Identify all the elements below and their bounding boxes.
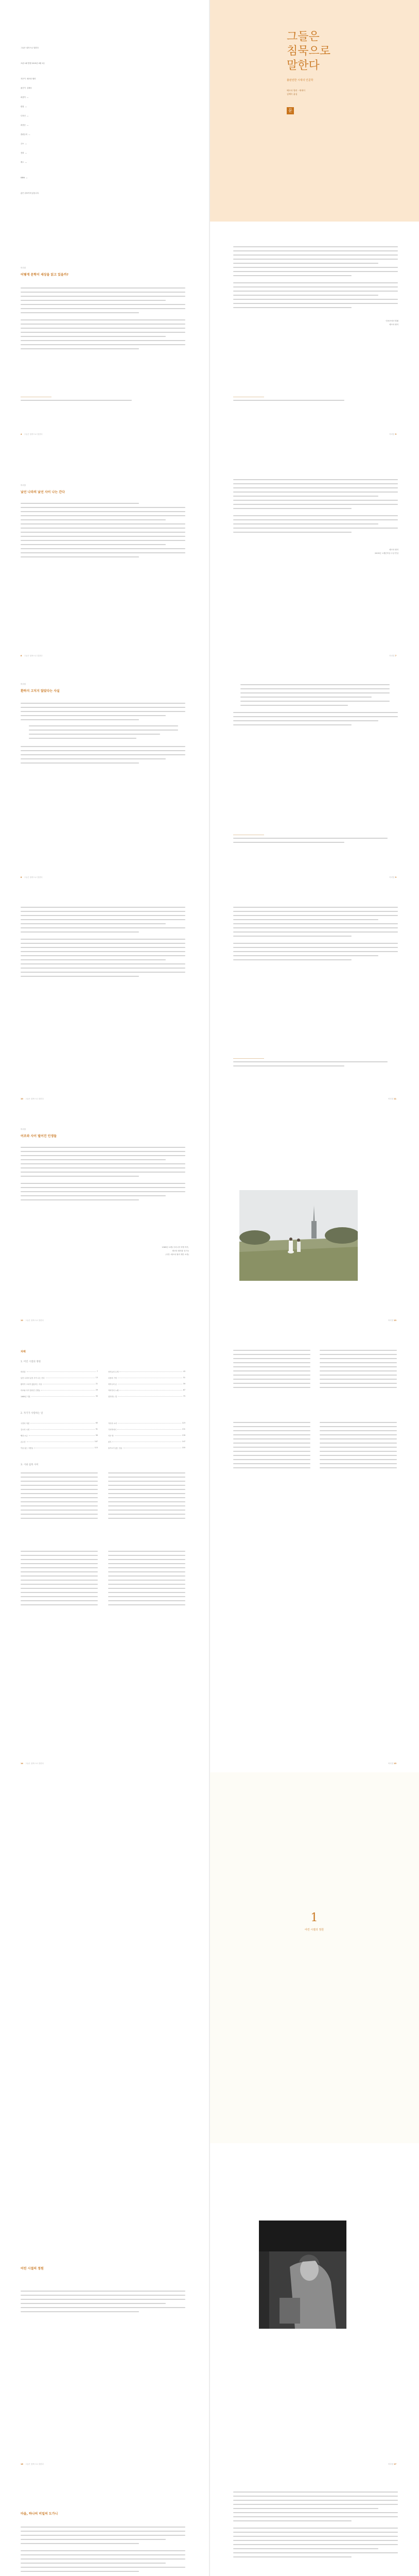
colophon-line: 전화 —	[21, 152, 27, 154]
page-right	[210, 886, 419, 1108]
running-head: 그들은 침묵으로 말한다	[24, 876, 43, 878]
section-kicker: 머리말	[21, 683, 26, 685]
body-text	[21, 503, 185, 561]
running-head: 머리말	[388, 1098, 393, 1100]
colophon-text	[21, 40, 113, 201]
page-footer	[388, 1319, 398, 1322]
toc-item-title: 기차역에서	[108, 1429, 116, 1431]
toc-part: 2. 자기가 사랑하는 일	[21, 1412, 43, 1415]
toc-item-title: 편지	[108, 1441, 112, 1443]
cover-subtitle: 불완전한 시대의 인문학	[287, 79, 313, 82]
spread-toc	[0, 1329, 419, 1772]
gutter	[209, 2473, 210, 2576]
page-right	[210, 665, 419, 886]
page-number: 10	[21, 1098, 23, 1100]
page-number: 14	[21, 1762, 23, 1765]
toc-item[interactable]	[108, 1440, 185, 1443]
section-title: 환하지 고치지 않았다는 사실	[21, 689, 60, 693]
toc-item-title: 이름 없는 사람들	[21, 1447, 33, 1449]
caption-line: (사진: 헤르타 뮐러 재단 소장)	[165, 1253, 189, 1256]
toc-item[interactable]	[21, 1395, 98, 1398]
toc-item-title: 국경의 저편	[21, 1422, 29, 1425]
running-head: 그들은 침묵으로 말한다	[25, 1762, 44, 1765]
colophon-page	[0, 0, 210, 222]
running-head: 그들은 침묵으로 말한다	[24, 655, 43, 657]
body-text	[21, 287, 185, 352]
toc-lines-r2	[320, 1350, 397, 1391]
spread-photo	[0, 1108, 419, 1329]
section-title: 낯선 나라의 낯선 사이 나는 간다	[21, 490, 65, 494]
colophon-line: 주소 —	[21, 143, 27, 145]
body-text	[21, 703, 185, 723]
toc-item-page: 131	[182, 1428, 185, 1430]
toc-item-page: 99	[95, 1434, 98, 1436]
body-text	[21, 1147, 185, 1204]
toc-item[interactable]	[21, 1383, 98, 1385]
page-number: 4	[21, 433, 22, 435]
spread-chapter-1	[0, 1772, 419, 2143]
page-footer	[21, 876, 42, 879]
photo-park	[239, 1190, 358, 1281]
toc-item-title: 침묵하는 법	[108, 1396, 117, 1398]
toc-item-title: 거리의 소리	[108, 1422, 117, 1425]
running-head: 머리말	[389, 433, 395, 435]
page-footer	[21, 1319, 44, 1322]
toc-item[interactable]	[21, 1389, 98, 1392]
page-footer	[388, 1762, 398, 1765]
toc-item-title: 작은 방	[108, 1435, 114, 1437]
block-quote	[29, 725, 178, 742]
toc-item-title: 머리말	[21, 1371, 26, 1373]
quote-attribution	[386, 319, 398, 327]
page-footer	[21, 2463, 44, 2466]
toc-lines-6	[108, 1551, 185, 1608]
photo-caption	[162, 1246, 189, 1257]
running-head: 머리말	[389, 655, 395, 657]
toc-item-title: 어조와 사이 벌어진 인생들	[21, 1389, 41, 1392]
toc-item[interactable]	[21, 1370, 98, 1373]
page-right	[210, 1108, 419, 1329]
page-footer	[389, 655, 398, 657]
running-head: 머리말	[388, 1319, 393, 1321]
page-left	[0, 2473, 210, 2576]
toc-item[interactable]	[21, 1377, 98, 1379]
colophon-line: 지은이 헤르타 뮐러	[21, 78, 36, 80]
spread-preface-3	[0, 665, 419, 886]
page-right	[210, 1329, 419, 1772]
colophon-line: 그들은 침묵으로 말한다	[21, 47, 39, 49]
caption-line: 1989년 12월 루마니아 혁명 직후,	[162, 1246, 189, 1248]
page-footer	[389, 876, 398, 879]
body-text	[233, 246, 398, 311]
gutter	[209, 886, 210, 1108]
toc-item[interactable]	[21, 1440, 98, 1443]
quote-line: 인용문에서 발췌	[386, 320, 398, 322]
colophon-line: 디자인 —	[21, 115, 29, 117]
gutter	[209, 1108, 210, 1329]
page-right	[210, 2143, 419, 2473]
page-left	[0, 443, 210, 665]
toc-item-title: 환하지 고치지 않았다는 사실	[21, 1383, 42, 1385]
page-number: 16	[21, 2463, 23, 2465]
page-number: 9	[395, 876, 396, 878]
page-footer	[388, 1098, 398, 1100]
running-head: 머리말	[388, 2463, 393, 2465]
signature-block	[375, 548, 398, 555]
page-footer	[21, 655, 42, 657]
portrait-photo-illustration	[259, 2221, 346, 2329]
toc-item[interactable]	[21, 1428, 98, 1431]
page-number: 5	[395, 433, 396, 435]
toc-item-page: 91	[95, 1428, 98, 1430]
toc-item[interactable]	[108, 1422, 185, 1425]
body-text	[21, 907, 185, 980]
colophon-line: 출판등록 —	[21, 133, 30, 135]
colophon-line: 팩스 —	[21, 161, 27, 163]
toc-item-page: 51	[183, 1377, 185, 1379]
page-left	[0, 1108, 210, 1329]
cover-title-line: 말한다	[287, 59, 320, 72]
page-number: 7	[395, 655, 396, 657]
signature-line: 헤르타 뮐러	[389, 549, 398, 551]
page-left	[0, 665, 210, 886]
toc-item[interactable]	[108, 1383, 185, 1385]
toc-item-title: 아버지의 노래	[108, 1389, 119, 1392]
toc-item-page: 155	[182, 1447, 185, 1449]
toc-lines-r3	[233, 1422, 310, 1471]
section-title: 어린 시절의 정원	[21, 2267, 44, 2270]
spread-chapter-2	[0, 2143, 419, 2473]
photo-portrait	[259, 2221, 346, 2329]
toc-item-page: 107	[94, 1440, 98, 1443]
footnote	[21, 400, 175, 404]
running-head: 머리말	[388, 1762, 393, 1765]
cover-title-line: 그들은	[287, 30, 320, 43]
toc-item[interactable]	[21, 1434, 98, 1437]
toc-part: 3. 시와 침묵 사이	[21, 1464, 39, 1466]
section-kicker: 머리말	[21, 484, 26, 486]
body-text	[233, 479, 398, 536]
toc-item-title: 어머니의 손	[108, 1383, 117, 1385]
section-title: 마을, 하나의 비밀의 도가니	[21, 2512, 58, 2516]
body-text	[21, 2291, 185, 2315]
page-number: 13	[394, 1319, 396, 1321]
chapter-title: 어린 시절의 정원	[305, 1928, 324, 1931]
publisher-logo-mark: 문	[288, 108, 292, 113]
section-title: 어조와 사이 벌어진 인생들	[21, 1134, 57, 1138]
toc-item-page: 59	[183, 1383, 185, 1385]
spread-preface-1	[0, 222, 419, 443]
block-quote	[240, 684, 390, 709]
running-head: 머리말	[389, 876, 395, 878]
page-left	[0, 2143, 210, 2473]
cover-author-line: 김혜숙 옮김	[287, 93, 298, 95]
page-footer	[388, 2463, 398, 2466]
toc-item-title: 단어들의 무게	[108, 1371, 119, 1373]
toc-item-page: 147	[182, 1440, 185, 1443]
page-right	[210, 222, 419, 443]
toc-item-title: 마을의 기억	[108, 1377, 117, 1379]
running-head: 그들은 침묵으로 말한다	[25, 1098, 44, 1100]
toc-lines-5	[21, 1551, 98, 1608]
toc-item-page: 83	[95, 1422, 98, 1424]
page-right	[210, 2473, 419, 2576]
toc-item[interactable]	[108, 1428, 185, 1431]
toc-item-page: 29	[95, 1389, 98, 1391]
cover-title-line: 침묵으로	[287, 45, 331, 58]
toc-lines-3	[21, 1472, 98, 1522]
cover-page	[210, 0, 419, 222]
spread-preface-2	[0, 443, 419, 665]
page-left-blank	[0, 1772, 210, 2143]
chapter-opener-page	[210, 1772, 419, 2143]
toc-item-page: 43	[183, 1370, 185, 1372]
signature-line: 2009년 노벨문학상 수상 연설	[374, 552, 398, 554]
body-text	[233, 712, 398, 728]
page-number: 11	[394, 1098, 396, 1100]
toc-item-title: 1989년 겨울	[21, 1396, 30, 1398]
cover-title	[287, 30, 330, 73]
page-number: 17	[394, 2463, 396, 2465]
toc-item[interactable]	[108, 1447, 185, 1449]
toc-item[interactable]	[21, 1447, 98, 1449]
gutter	[209, 665, 210, 886]
colophon-line: 초판 1쇄 발행 2019년 4월 1일	[21, 62, 45, 64]
colophon-line: 값은 뒤표지에 있습니다.	[21, 192, 39, 194]
colophon-line: 편집 —	[21, 106, 27, 108]
toc-lines-4	[108, 1472, 185, 1522]
toc-item-title: 감시의 시대	[21, 1429, 29, 1431]
toc-item-page: 115	[94, 1447, 98, 1449]
colophon-line: 펴낸이 —	[21, 96, 29, 98]
body-text	[233, 907, 398, 963]
gutter	[209, 222, 210, 443]
footnote	[233, 400, 388, 404]
section-kicker: 머리말	[21, 267, 26, 269]
toc-item-page: 123	[182, 1422, 185, 1424]
toc-item[interactable]	[108, 1434, 185, 1437]
toc-item-title: 돌아오지 않는 것들	[108, 1447, 123, 1449]
toc-item[interactable]	[108, 1370, 185, 1373]
toc-item[interactable]	[21, 1422, 98, 1425]
toc-item-page: 67	[183, 1389, 185, 1391]
section-title: 어떻게 문학이 세상을 읽고 있을까?	[21, 273, 68, 277]
toc-item-page: 7	[96, 1370, 98, 1372]
toc-part: 1. 어린 시절의 정원	[21, 1361, 41, 1363]
page-number: 8	[21, 876, 22, 878]
gutter	[209, 1772, 210, 2143]
cover-author-line: 헤르타 뮐러 · 에세이	[287, 89, 305, 92]
footnote	[233, 1061, 388, 1070]
toc-item-page: 35	[95, 1395, 98, 1397]
page-footer	[21, 1762, 44, 1765]
page-right	[210, 443, 419, 665]
gutter	[209, 2143, 210, 2473]
spread-cover	[0, 0, 419, 222]
page-footer	[21, 433, 42, 436]
spread-preface-4	[0, 886, 419, 1108]
body-text	[21, 2527, 185, 2575]
caption-line: 헤르타 뮐러와 친구들	[172, 1250, 189, 1252]
toc-item-title: 손수건	[21, 1441, 26, 1443]
toc-item-title: 빵과 소금	[21, 1435, 28, 1437]
toc-heading: 차례	[21, 1350, 26, 1353]
page-left	[0, 886, 210, 1108]
page-footer	[21, 1098, 44, 1100]
page-footer	[389, 433, 398, 436]
page-number: 15	[394, 1762, 396, 1765]
quote-line: 헤르타 뮐러	[389, 324, 398, 326]
gutter	[209, 443, 210, 665]
chapter-number: 1	[310, 1911, 318, 1924]
publisher-logo	[287, 107, 294, 114]
page-number: 12	[21, 1319, 23, 1321]
body-text	[21, 746, 185, 767]
toc-lines-r1	[233, 1350, 310, 1391]
toc-item-page: 13	[95, 1377, 98, 1379]
cover-author	[287, 89, 305, 96]
colophon-line: 옮긴이 김혜숙	[21, 87, 32, 89]
toc-item-page: 75	[183, 1395, 185, 1397]
toc-item-page: 21	[95, 1383, 98, 1385]
running-head: 그들은 침묵으로 말한다	[25, 1319, 44, 1321]
footnote	[233, 838, 388, 846]
toc-item[interactable]	[108, 1389, 185, 1392]
gutter	[209, 1329, 210, 1772]
spread-chapter-3	[0, 2473, 419, 2576]
toc-item[interactable]	[108, 1395, 185, 1398]
colophon-line: 펴낸곳 —	[21, 124, 29, 126]
running-head: 그들은 침묵으로 말한다	[25, 2463, 44, 2465]
gutter	[209, 0, 210, 222]
page-left	[0, 222, 210, 443]
colophon-line: ISBN —	[21, 177, 28, 179]
section-kicker: 머리말	[21, 1128, 26, 1130]
body-text	[233, 2492, 398, 2561]
page-number: 6	[21, 655, 22, 657]
running-head: 그들은 침묵으로 말한다	[24, 433, 43, 435]
toc-lines-r4	[320, 1422, 397, 1471]
toc-item-title: 낯선 나라의 낯선 사이 나는 간다	[21, 1377, 45, 1379]
footnote-rule	[233, 1058, 264, 1059]
toc-page	[0, 1329, 210, 1772]
park-photo-illustration	[239, 1190, 358, 1281]
toc-item[interactable]	[108, 1377, 185, 1379]
toc-item-page: 139	[182, 1434, 185, 1436]
